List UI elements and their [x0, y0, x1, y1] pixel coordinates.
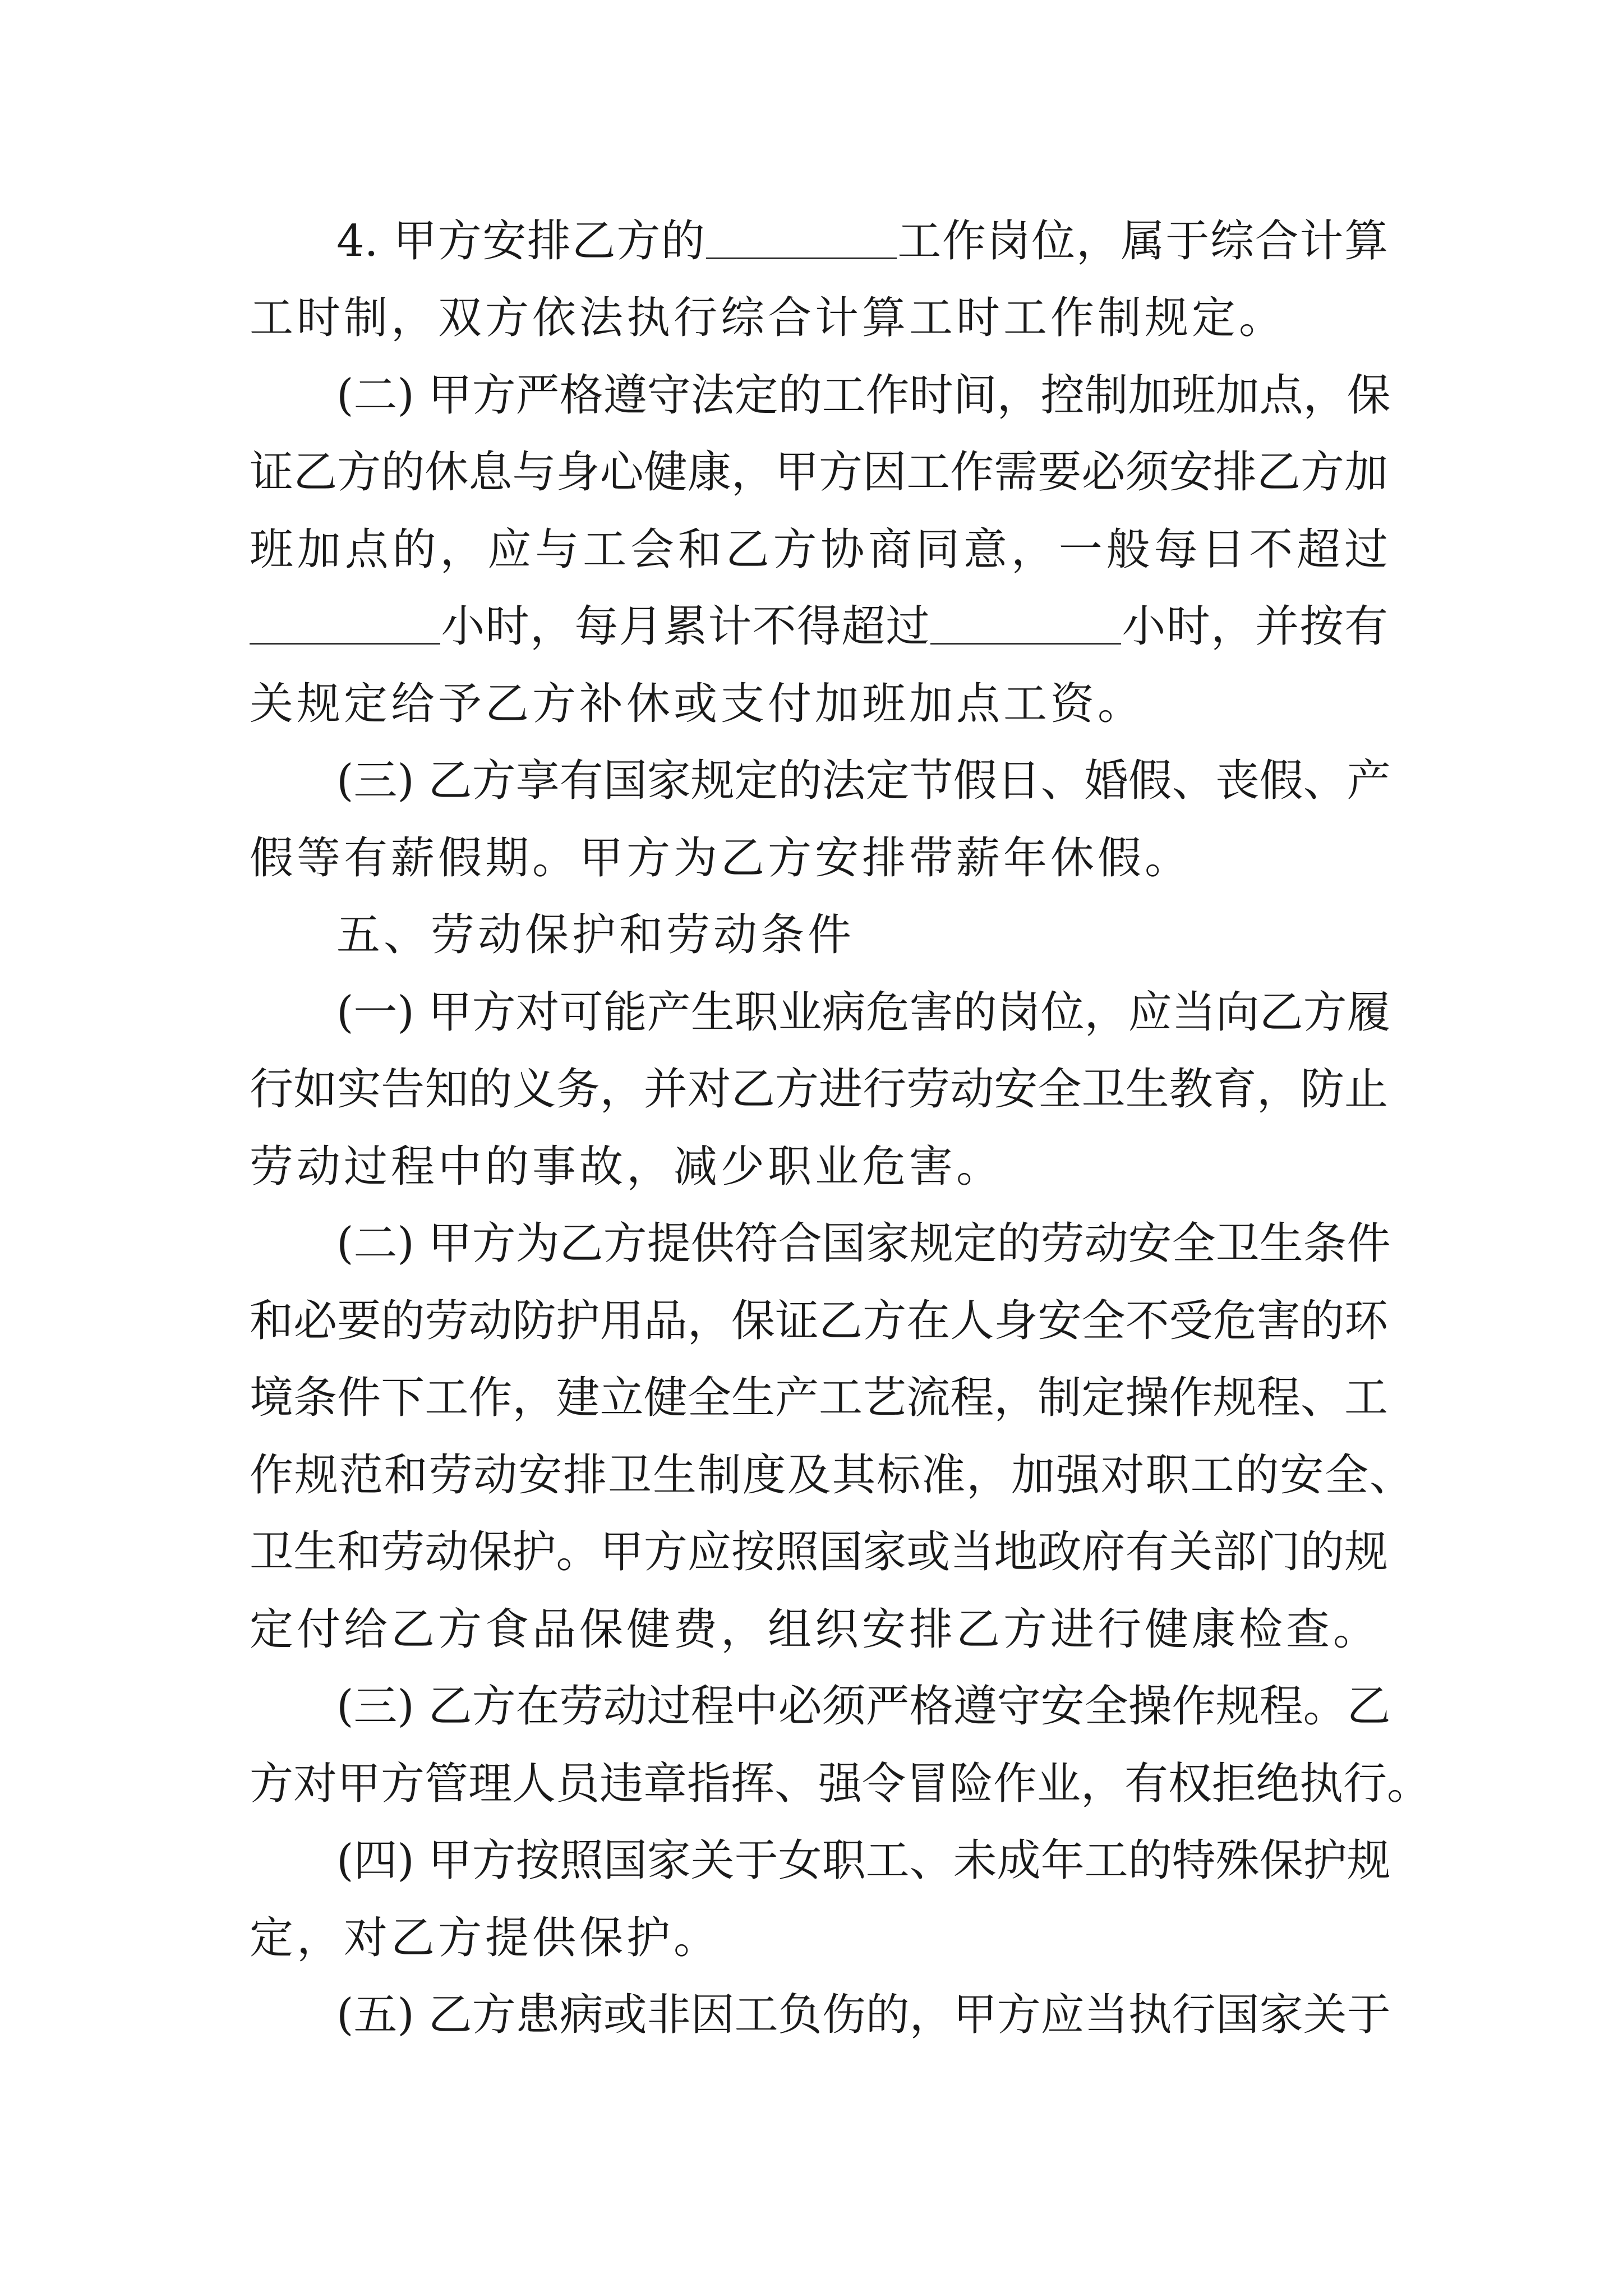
text-line-1 — [336, 205, 1388, 278]
text-line-11: (一) 甲方对可能产生职业病危害的岗位，应当向乙方履 — [336, 987, 1391, 1038]
text-line-21: 方对甲方管理人员违章指挥、强令冒险作业，有权拒绝执行。 — [250, 1759, 1431, 1809]
text-line-3: (二) 甲方严格遵守法定的工作时间，控制加班加点，保 — [336, 370, 1391, 421]
text-line-14: (二) 甲方为乙方提供符合国家规定的劳动安全卫生条件 — [336, 1218, 1391, 1269]
text-line-18: 卫生和劳动保护。甲方应按照国家或当地政府有关部门的规 — [250, 1527, 1388, 1577]
text-line-23: 定，对乙方提供保护。 — [250, 1913, 721, 1963]
text-line-5: 班加点的，应与工会和乙方协商同意，一般每日不超过 — [250, 524, 1388, 575]
fill-in-blank[interactable] — [706, 255, 897, 259]
text-segment: 小时，每月累计不得超过 — [440, 601, 930, 652]
text-line-24: (五) 乙方患病或非因工负伤的，甲方应当执行国家关于 — [336, 1990, 1391, 2040]
text-line-16: 境条件下工作，建立健全生产工艺流程，制定操作规程、工 — [250, 1373, 1388, 1423]
text-line-6 — [250, 590, 1388, 663]
text-segment: 4. 甲方安排乙方的 — [336, 216, 706, 266]
text-line-13: 劳动过程中的事故，减少职业危害。 — [250, 1142, 1004, 1192]
text-line-4: 证乙方的休息与身心健康，甲方因工作需要必须安排乙方加 — [250, 447, 1388, 498]
text-line-12: 行如实告知的义务，并对乙方进行劳动安全卫生教育，防止 — [250, 1064, 1388, 1115]
text-line-8: (三) 乙方享有国家规定的法定节假日、婚假、丧假、产 — [336, 756, 1391, 806]
text-line-17: 作规范和劳动安排卫生制度及其标准，加强对职工的安全、 — [250, 1450, 1413, 1501]
fill-in-blank[interactable] — [250, 641, 440, 645]
text-line-15: 和必要的劳动防护用品，保证乙方在人身安全不受危害的环 — [250, 1296, 1388, 1346]
text-line-9: 假等有薪假期。甲方为乙方安排带薪年休假。 — [250, 833, 1192, 884]
text-line-22: (四) 甲方按照国家关于女职工、未成年工的特殊保护规 — [336, 1835, 1391, 1886]
text-segment: 工作岗位，属于综合计算 — [896, 216, 1388, 266]
text-line-2: 工时制，双方依法执行综合计算工时工作制规定。 — [250, 293, 1287, 343]
text-line-19: 定付给乙方食品保健费，组织安排乙方进行健康检查。 — [250, 1604, 1381, 1655]
section-heading: 五、劳动保护和劳动条件 — [336, 910, 855, 960]
text-line-20: (三) 乙方在劳动过程中必须严格遵守安全操作规程。乙 — [336, 1681, 1391, 1732]
fill-in-blank[interactable] — [930, 641, 1121, 645]
text-line-7: 关规定给予乙方补休或支付加班加点工资。 — [250, 679, 1145, 729]
text-segment: 小时，并按有 — [1121, 601, 1388, 652]
